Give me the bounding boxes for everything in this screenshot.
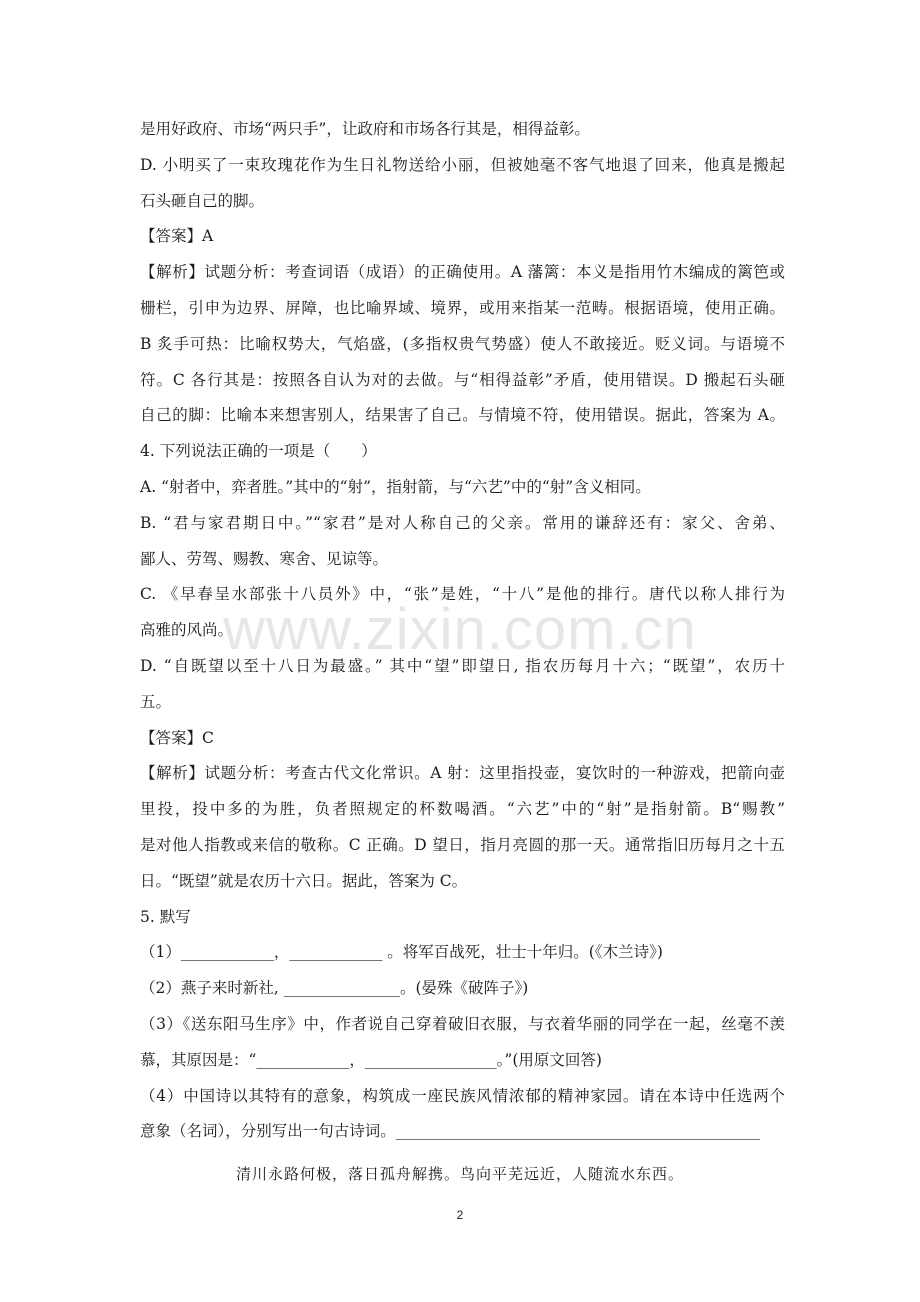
text-line: B 炙手可热：比喻权势大，气焰盛，(多指权贵气势盛）使人不敢接近。贬义词。与语境不 [140,334,785,353]
text-line: 日。“既望”就是农历十六日。据此，答案为 C。 [140,871,468,890]
page-number: 2 [456,1208,464,1222]
fill-blank-line: 慕，其原因是：“____________，_________________。”(用原文回答) [140,1050,602,1069]
answer-label: 【答案】C [140,728,214,747]
text-line: 符。C 各行其是：按照各自认为对的去做。与“相得益彰”矛盾，使用错误。D 搬起石头砸 [140,370,785,389]
text-line: 是用好政府、市场“两只手”，让政府和市场各行其是，相得益彰。 [140,120,590,138]
text-line: 里投，投中多的为胜，负者照规定的杯数喝酒。“六艺”中的“射”是指射箭。B“赐教” [140,800,785,819]
text-line: 鄙人、劳驾、赐教、寒舍、见谅等。 [140,549,389,568]
fill-blank-line: （4）中国诗以其特有的意象，构筑成一座民族风情浓郁的精神家园。请在本诗中任选两个 [140,1086,785,1105]
answer-label: 【答案】A [140,227,214,246]
text-line: 高雅的风尚。 [140,621,234,640]
option-line: B. “君与家君期日中。”“家君”是对人称自己的父亲。常用的谦辞还有：家父、舍弟、 [140,513,785,532]
question-title: 4. 下列说法正确的一项是（ ） [140,442,377,461]
text-line: 【解析】试题分析：考查词语（成语）的正确使用。A 藩篱：本义是指用竹木编成的篱笆或 [140,263,785,282]
document-body [140,112,785,1150]
footer-poem: 清川永路何极，落日孤舟解携。鸟向平芜远近，人随流水东西。 [235,1165,684,1183]
text-line: D. 小明买了一束玫瑰花作为生日礼物送给小丽，但被她毫不客气地退了回来，他真是搬起 [140,155,785,174]
fill-blank-line: 意象（名词），分别写出一句古诗词。_______________________________________________ [140,1122,761,1141]
option-line: D. “自既望以至十八日为最盛。” 其中“望”即望日, 指农历每月十六；“既望”，农历十 [140,656,785,675]
fill-blank-line: （2）燕子来时新社, _______________。(晏殊《破阵子》) [140,979,529,998]
fill-blank-line: （3）《送东阳马生序》中，作者说自己穿着破旧衣服，与衣着华丽的同学在一起，丝毫不羡 [140,1014,785,1033]
fill-blank-line: （1）____________，____________ 。将军百战死，壮士十年归。(《木兰诗》) [140,943,663,962]
text-line: 五。 [140,692,172,711]
question-title: 5. 默写 [140,907,191,926]
option-line: C. 《早春呈水部张十八员外》中，“张”是姓，“十八”是他的排行。唐代以称人排行为 [140,585,785,604]
text-line: 是对他人指教或来信的敬称。C 正确。D 望日，指月亮圆的那一天。通常指旧历每月之十五 [140,835,785,854]
option-line: A. “射者中，弈者胜。”其中的“射”，指射箭，与“六艺”中的“射”含义相同。 [140,477,651,496]
text-line: 自己的脚：比喻本来想害别人，结果害了自己。与情境不符，使用错误。据此，答案为 A。 [140,406,785,425]
text-line: 栅栏，引申为边界、屏障，也比喻界域、境界，或用来指某一范畴。根据语境，使用正确。 [140,298,785,317]
text-line: 【解析】试题分析：考查古代文化常识。A 射：这里指投壶，宴饮时的一种游戏，把箭向壶 [140,764,785,783]
text-line: 石头砸自己的脚。 [140,191,265,210]
watermark: www.zixin.com.cn [223,597,697,662]
